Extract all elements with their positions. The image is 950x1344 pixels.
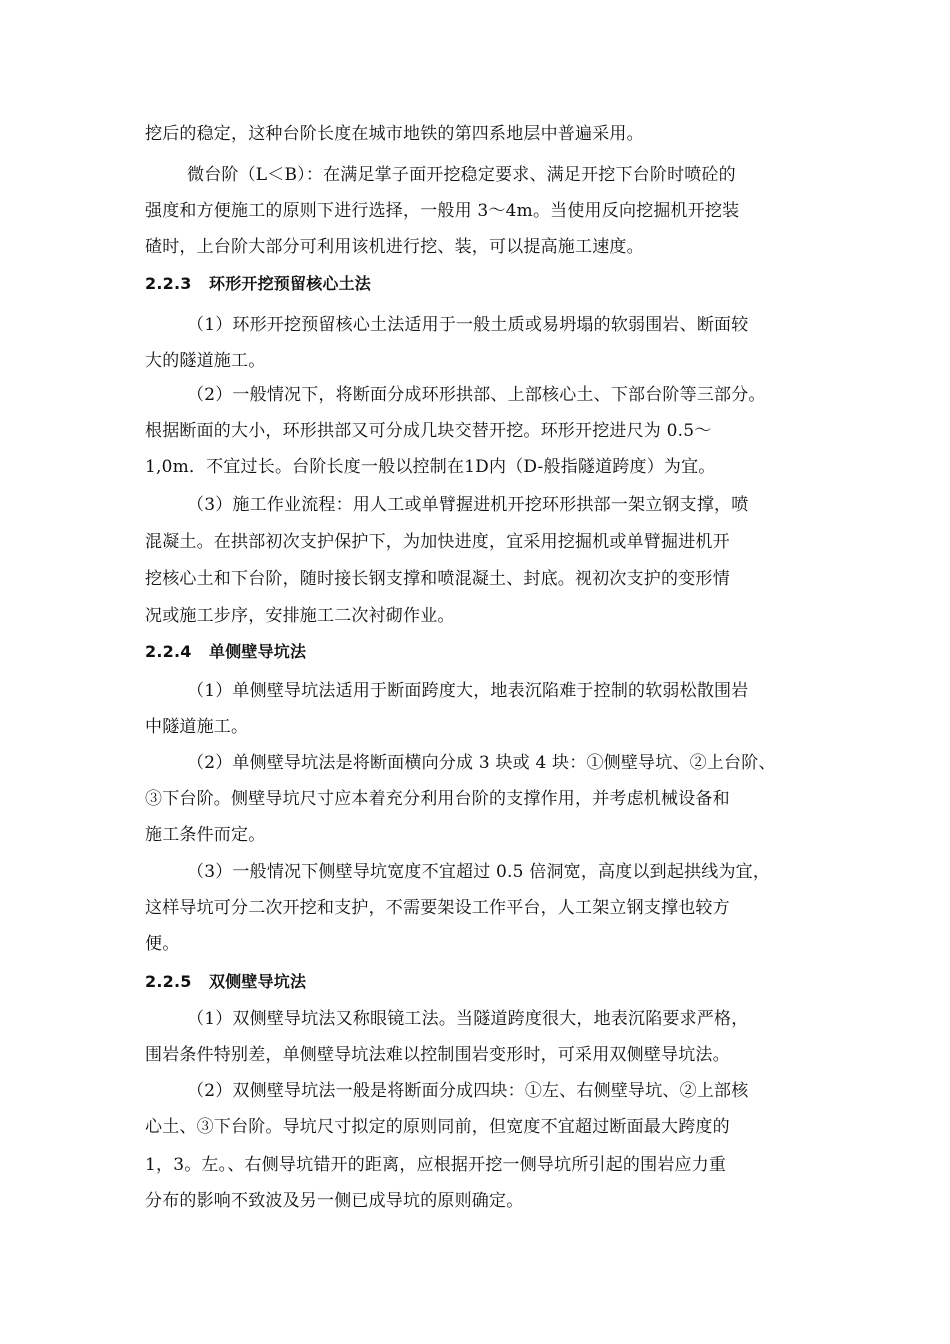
- section-heading-2-2-4: [145, 642, 306, 662]
- text-line: （3）施工作业流程：用人工或单臂握进机开挖环形拱部一架立钢支撑，喷: [187, 495, 749, 515]
- section-number: 2.2.4: [145, 642, 192, 661]
- section-title: 单侧壁导坑法: [209, 642, 307, 661]
- section-number: 2.2.3: [145, 274, 192, 293]
- text-line: （3）一般情况下侧壁导坑宽度不宜超过 0.5 倍洞宽，高度以到起拱线为宜，: [187, 862, 771, 882]
- text-line: （2）单侧壁导坑法是将断面横向分成 3 块或 4 块：①侧壁导坑、②上台阶、: [187, 753, 776, 773]
- text-line: （2）一般情况下，将断面分成环形拱部、上部核心土、下部台阶等三部分。: [187, 385, 766, 405]
- text-line: （2）双侧壁导坑法一般是将断面分成四块：①左、右侧壁导坑、②上部核: [187, 1081, 749, 1101]
- text-line: 1,0m．不宜过长。台阶长度一般以控制在1D内（D-般指隧道跨度）为宜。: [145, 457, 716, 477]
- text-line: （1）单侧壁导坑法适用于断面跨度大，地表沉陷难于控制的软弱松散围岩: [187, 681, 749, 701]
- text-line: 心土、③下台阶。导坑尺寸拟定的原则同前，但宽度不宜超过断面最大跨度的: [145, 1117, 730, 1137]
- text-line: 挖核心土和下台阶，随时接长钢支撑和喷混凝土、封底。视初次支护的变形情: [145, 569, 730, 589]
- text-line: 1，3。左。、右侧导坑错开的距离，应根据开挖一侧导坑所引起的围岩应力重: [145, 1155, 727, 1175]
- text-line: 施工条件而定。: [145, 825, 266, 845]
- text-line: 况或施工步序，安排施工二次衬砌作业。: [145, 606, 455, 626]
- text-line: 碴时，上台阶大部分可利用该机进行挖、装，可以提高施工速度。: [145, 237, 644, 257]
- text-line: 中隧道施工。: [145, 717, 249, 737]
- section-title: 环形开挖预留核心土法: [209, 274, 372, 293]
- text-line: （1）环形开挖预留核心土法适用于一般土质或易坍塌的软弱围岩、断面较: [187, 315, 749, 335]
- section-number: 2.2.5: [145, 972, 192, 991]
- text-line: ③下台阶。侧壁导坑尺寸应本着充分利用台阶的支撑作用，并考虑机械设备和: [145, 789, 730, 809]
- text-line: （1）双侧壁导坑法又称眼镜工法。当隧道跨度很大，地表沉陷要求严格，: [187, 1009, 749, 1029]
- section-title: 双侧壁导坑法: [209, 972, 307, 991]
- text-line: 强度和方便施工的原则下进行选择，一般用 3～4m。当使用反向挖掘机开挖装: [145, 201, 740, 221]
- section-heading-2-2-3: [145, 274, 371, 294]
- text-line: 分布的影响不致波及另一侧已成导坑的原则确定。: [145, 1191, 524, 1211]
- text-line: 便。: [145, 934, 180, 954]
- text-line: 挖后的稳定，这种台阶长度在城市地铁的第四系地层中普遍采用。: [145, 124, 644, 144]
- text-line: 微台阶（L＜B）：在满足掌子面开挖稳定要求、满足开挖下台阶时喷砼的: [187, 165, 736, 185]
- text-line: 大的隧道施工。: [145, 351, 266, 371]
- text-line: 混凝土。在拱部初次支护保护下，为加快进度，宜采用挖掘机或单臂掘进机开: [145, 532, 730, 552]
- section-heading-2-2-5: [145, 972, 306, 992]
- text-line: 根据断面的大小，环形拱部又可分成几块交替开挖。环形开挖进尺为 0.5～: [145, 421, 712, 441]
- text-line: 这样导坑可分二次开挖和支护，不需要架设工作平台，人工架立钢支撑也较方: [145, 898, 730, 918]
- text-line: 围岩条件特别差，单侧壁导坑法难以控制围岩变形时，可采用双侧壁导坑法。: [145, 1045, 730, 1065]
